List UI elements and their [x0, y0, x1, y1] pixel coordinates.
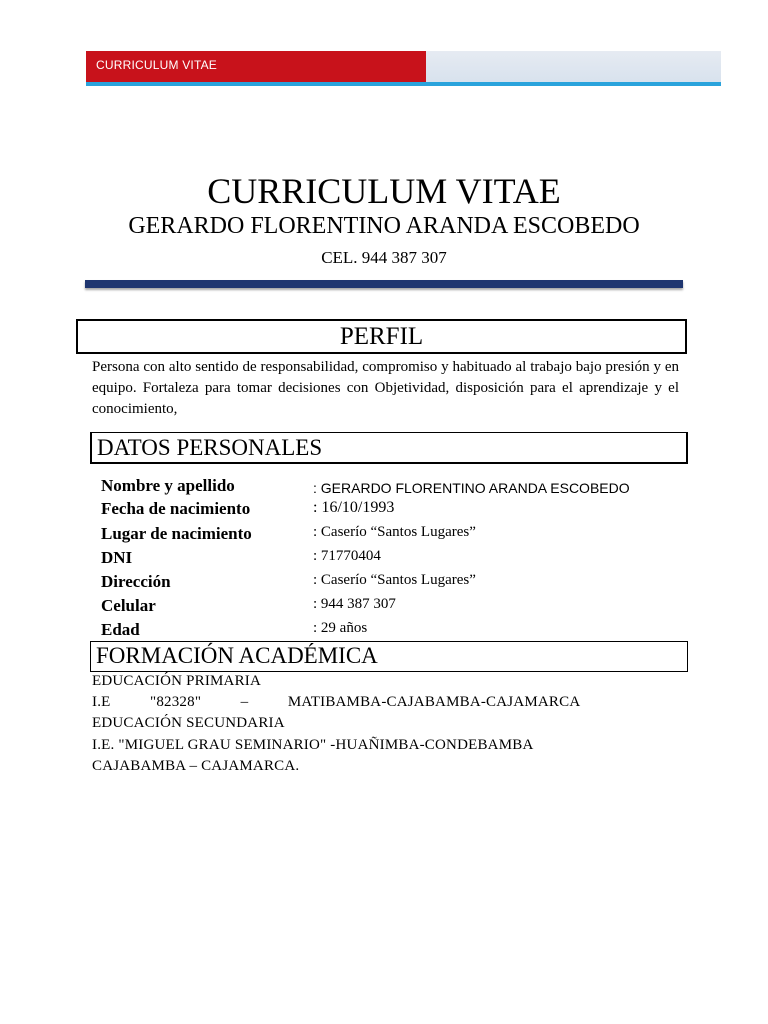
- phone-number: CEL. 944 387 307: [321, 248, 447, 267]
- header-banner-light-block: [426, 51, 721, 82]
- formacion-line: CAJABAMBA – CAJAMARCA.: [92, 758, 300, 774]
- formacion-line: EDUCACIÓN PRIMARIA: [92, 673, 262, 689]
- formacion-line: I.E "82328" – MATIBAMBA-CAJABAMBA-CAJAMARCA: [92, 694, 581, 710]
- datos-label: Celular: [101, 596, 156, 615]
- datos-heading-box: [90, 432, 688, 464]
- formacion-line: I.E. "MIGUEL GRAU SEMINARIO" -HUAÑIMBA-CONDEBAMBA: [92, 737, 534, 753]
- title-divider: [85, 280, 683, 288]
- perfil-heading-box: [76, 319, 687, 354]
- formacion-heading: FORMACIÓN ACADÉMICA: [96, 643, 378, 668]
- datos-value: : Caserío “Santos Lugares”: [313, 572, 476, 588]
- document-title: CURRICULUM VITAE: [207, 171, 561, 211]
- datos-label: Edad: [101, 620, 140, 639]
- formacion-line: EDUCACIÓN SECUNDARIA: [92, 715, 285, 731]
- formacion-heading-box: [90, 641, 688, 672]
- datos-value: : Caserío “Santos Lugares”: [313, 524, 476, 540]
- datos-label: Lugar de nacimiento: [101, 524, 252, 543]
- perfil-heading: PERFIL: [339, 323, 424, 350]
- perfil-text: Persona con alto sentido de responsabilidad, compromiso y habituado al trabajo bajo presión y en equipo. Fortaleza para tomar decisiones con Objetividad, disposición para el aprendizaje y el conocimiento,: [92, 359, 679, 417]
- datos-label: Dirección: [101, 572, 171, 591]
- header-banner-label: CURRICULUM VITAE: [96, 58, 217, 72]
- datos-heading: DATOS PERSONALES: [97, 435, 323, 460]
- datos-value: : 71770404: [313, 548, 381, 564]
- datos-label: DNI: [101, 548, 133, 567]
- header-banner: [86, 51, 721, 82]
- datos-label: Fecha de nacimiento: [101, 499, 251, 518]
- datos-label: Nombre y apellido: [101, 476, 235, 495]
- datos-value: : 944 387 307: [313, 596, 396, 612]
- datos-value: : GERARDO FLORENTINO ARANDA ESCOBEDO: [313, 480, 630, 496]
- person-name: GERARDO FLORENTINO ARANDA ESCOBEDO: [128, 213, 640, 239]
- datos-value: : 16/10/1993: [313, 499, 395, 516]
- header-banner-underline: [86, 82, 721, 86]
- datos-value: : 29 años: [313, 620, 368, 636]
